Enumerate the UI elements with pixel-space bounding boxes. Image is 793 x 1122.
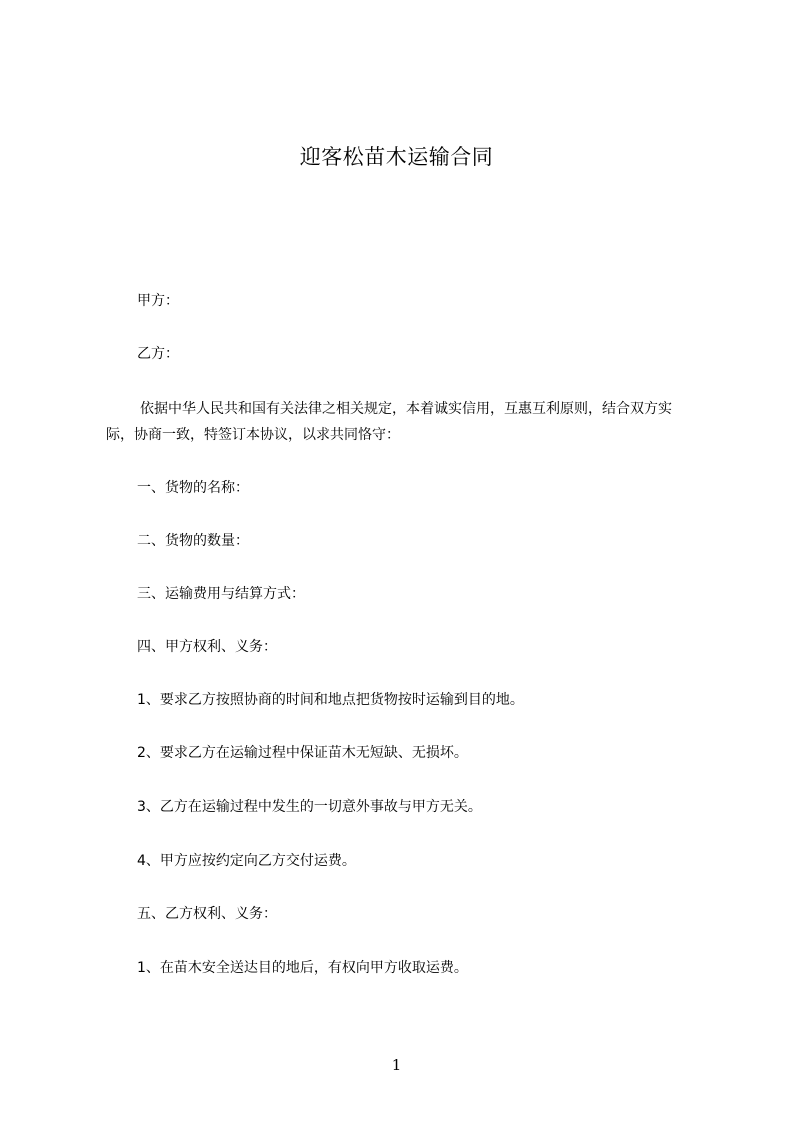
party-a-label: 甲方： xyxy=(137,293,179,309)
clause-party-a-item-2: 2、要求乙方在运输过程中保证苗木无短缺、无损坏。 xyxy=(137,745,468,761)
clause-party-a-item-4: 4、甲方应按约定向乙方交付运费。 xyxy=(137,853,356,869)
preamble-text: 依据中华人民共和国有关法律之相关规定，本着诚实信用，互惠互利原则，结合双方实际，协商一致，特签订本协议，以求共同恪守： xyxy=(106,401,672,443)
clause-transport-fee: 三、运输费用与结算方式： xyxy=(137,586,305,602)
clause-party-a-item-1: 1、要求乙方按照协商的时间和地点把货物按时运输到目的地。 xyxy=(137,692,524,708)
clause-party-a-rights: 四、甲方权利、义务： xyxy=(137,639,277,655)
clause-party-a-item-3: 3、乙方在运输过程中发生的一切意外事故与甲方无关。 xyxy=(137,799,482,815)
clause-party-b-item-1: 1、在苗木安全送达目的地后，有权向甲方收取运费。 xyxy=(137,960,468,976)
page-number: 1 xyxy=(391,1056,402,1074)
clause-goods-name: 一、货物的名称： xyxy=(137,480,249,496)
preamble-paragraph xyxy=(106,396,696,448)
contract-title: 迎客松苗木运输合同 xyxy=(299,145,494,169)
party-b-label: 乙方： xyxy=(137,346,179,362)
clause-party-b-rights: 五、乙方权利、义务： xyxy=(137,906,277,922)
clause-goods-quantity: 二、货物的数量： xyxy=(137,533,249,549)
